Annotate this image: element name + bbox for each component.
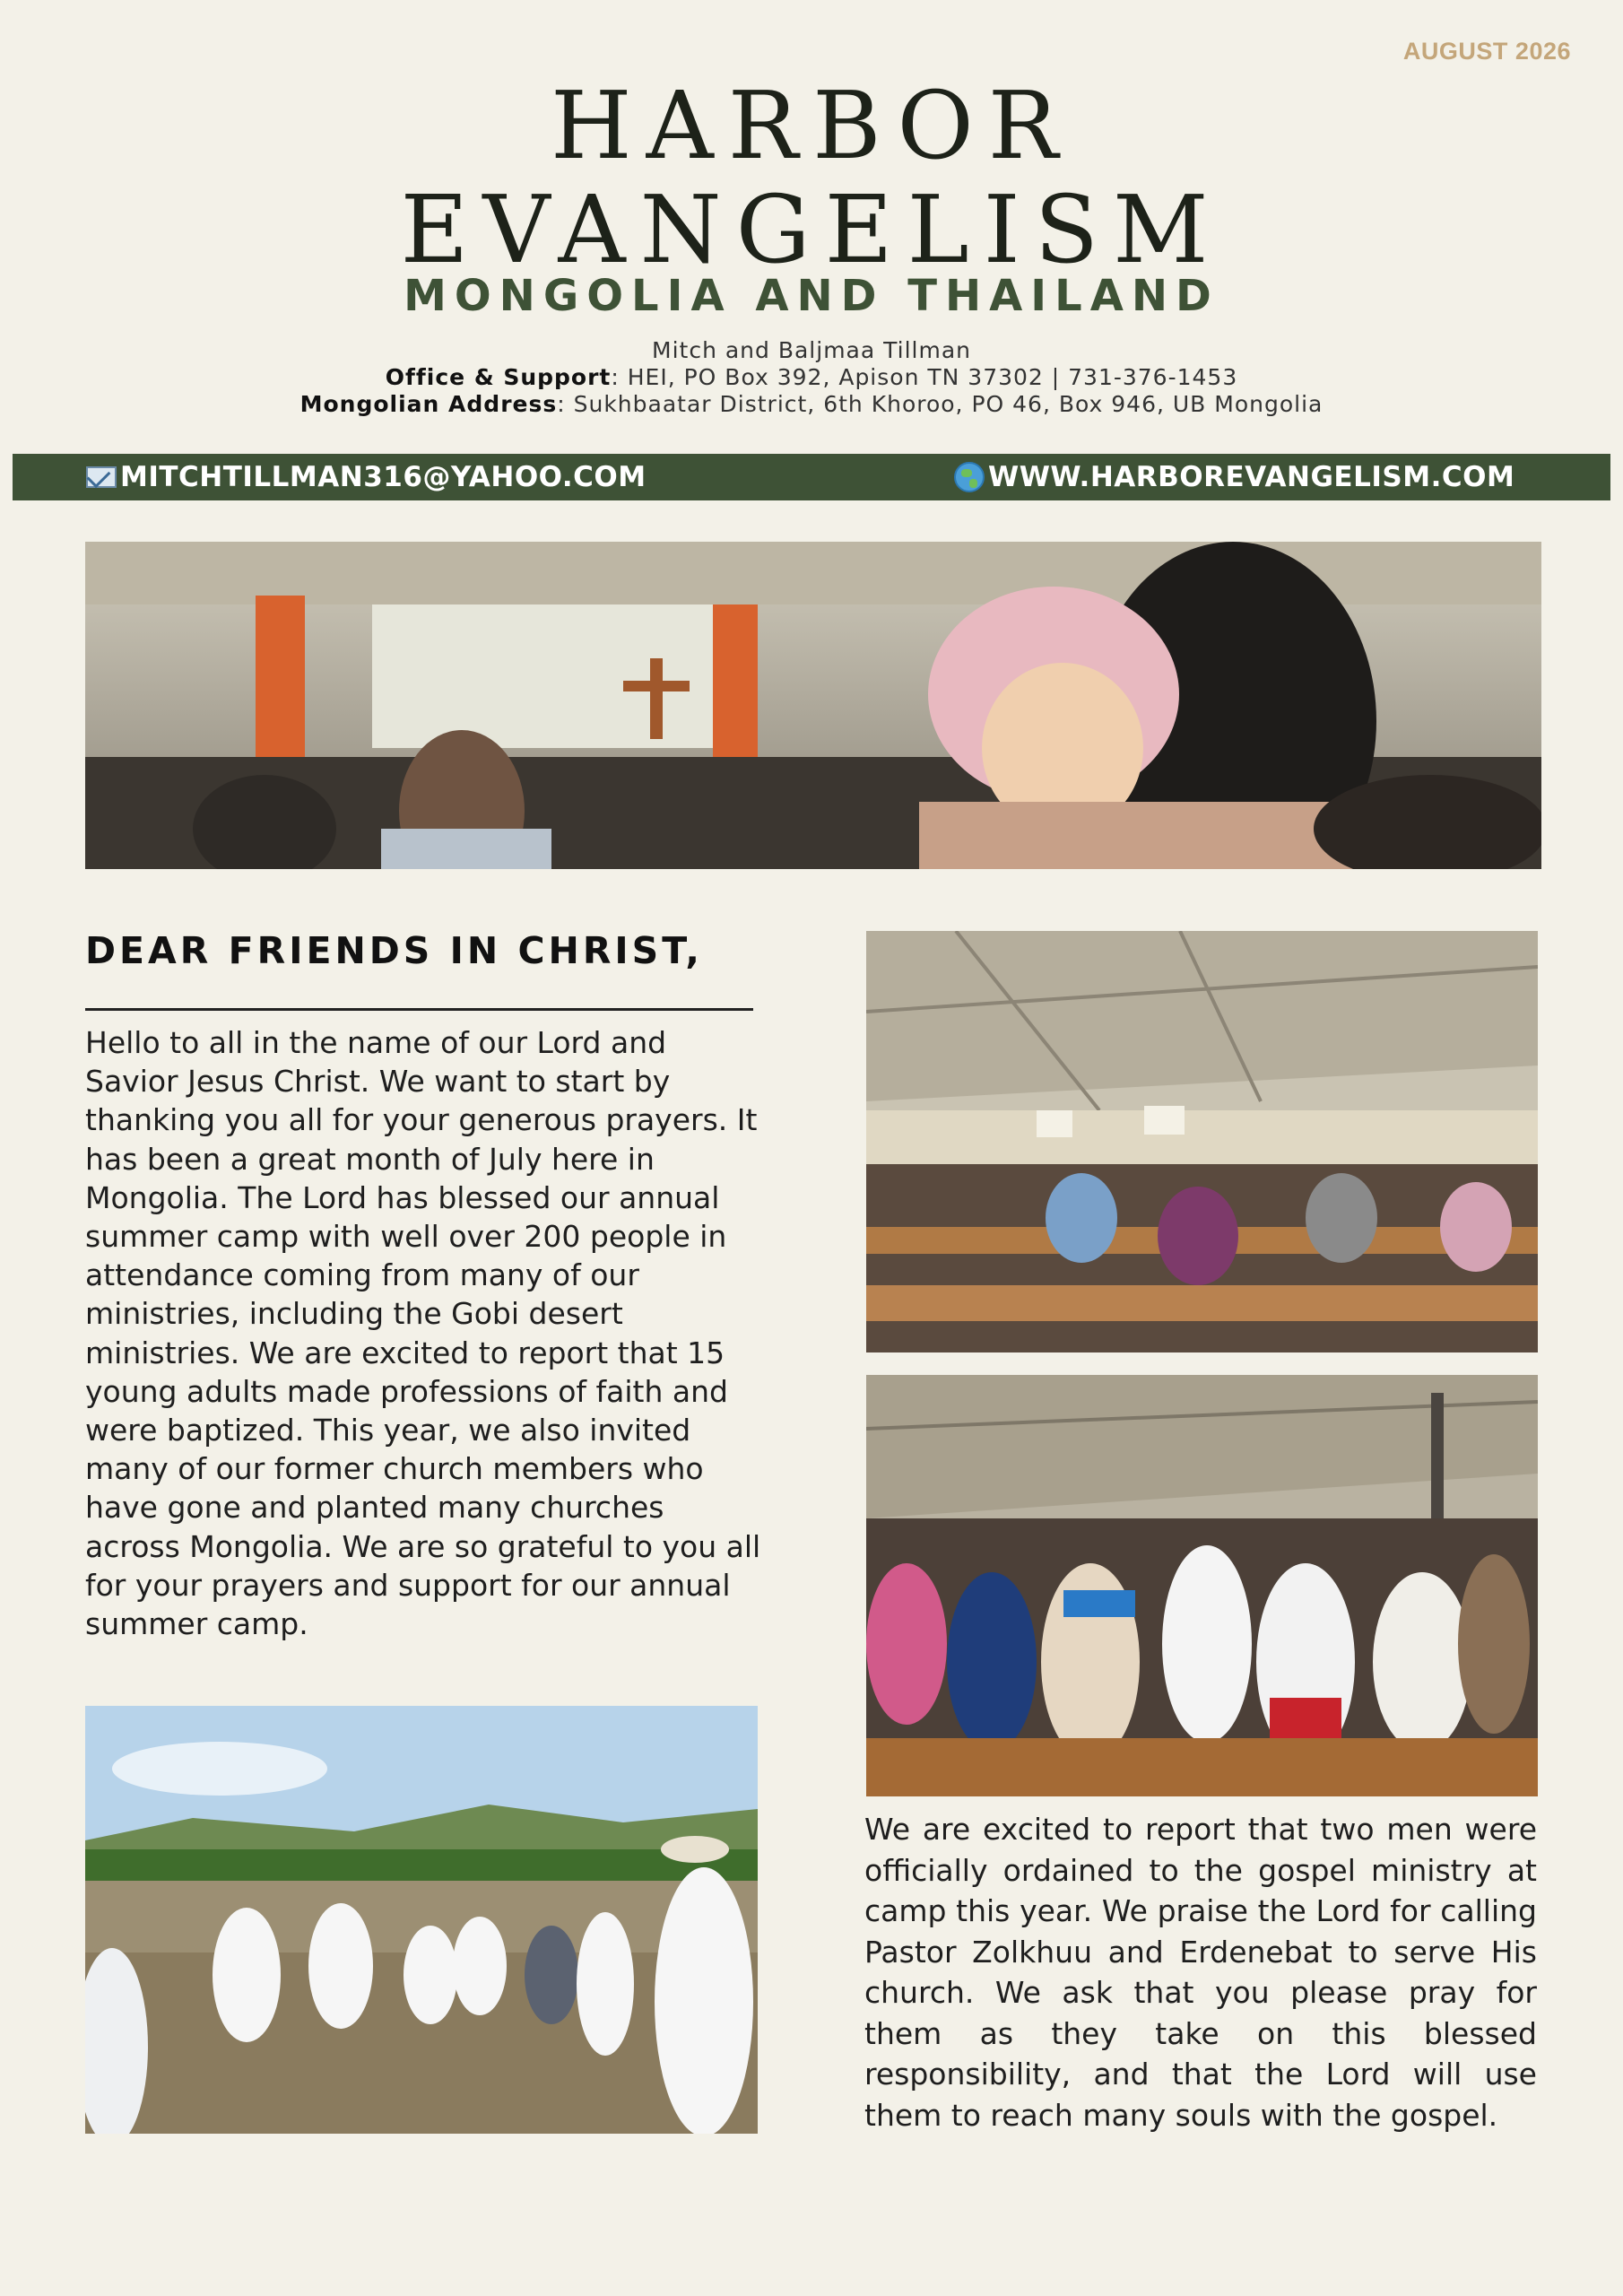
mongolian-address <box>0 391 1623 417</box>
envelope-icon <box>86 466 117 488</box>
letter-paragraph-2: We are excited to report that two men were officially ordained to the gospel ministry at camp this year. We praise the Lord for calling Pastor Zolkhuu and Erdenebat to serve His church. We ask that you please pray for them as they take on this blessed responsibility, and that the Lord will use them to reach many souls with the gospel. <box>864 1812 1537 2133</box>
office-value: : HEI, PO Box 392, Apison TN 37302 | 731-376-1453 <box>611 364 1238 390</box>
letter-paragraph-1: Hello to all in the name of our Lord and Savior Jesus Christ. We want to start by thanking you all for your generous prayers. It has been a great month of July here in Mongolia. The Lord has blessed our annual summer camp with well over 200 people in attendance coming from many of our ministries, including the Gobi desert ministries. We are excited to report that 15 young adults made professions of faith and were baptized. This year, we also invited many of our former church members who have gone and planted many churches across Mongolia. We are so grateful to you all for your prayers and support for our annual summer camp. <box>85 1025 761 1642</box>
church-hall-photo <box>866 931 1538 1352</box>
mongolian-label: Mongolian Address <box>299 391 558 417</box>
missionary-names: Mitch and Baljmaa Tillman <box>652 337 971 363</box>
banner-photo <box>85 542 1541 869</box>
baptism-photo <box>85 1706 758 2134</box>
contact-bar <box>13 454 1610 500</box>
letter-heading: DEAR FRIENDS IN CHRIST, <box>85 929 703 972</box>
website-text: WWW.HARBOREVANGELISM.COM <box>988 461 1515 493</box>
office-address <box>0 364 1623 390</box>
issue-date: AUGUST 2026 <box>1402 38 1571 65</box>
mongolian-value: : Sukhbaatar District, 6th Khoroo, PO 46, Box 946, UB Mongolia <box>557 391 1324 417</box>
masthead-subtitle: MONGOLIA AND THAILAND <box>404 271 1219 321</box>
masthead-title-line-1: HARBOR <box>550 71 1073 180</box>
office-label: Office & Support <box>385 364 612 390</box>
masthead-title-line-2: EVANGELISM <box>400 175 1223 284</box>
email-link[interactable] <box>86 454 647 500</box>
globe-icon <box>954 462 985 492</box>
heading-divider <box>85 1008 753 1011</box>
website-link[interactable] <box>954 454 1515 500</box>
email-text: MITCHTILLMAN316@YAHOO.COM <box>120 461 647 493</box>
congregation-photo <box>866 1375 1538 1796</box>
